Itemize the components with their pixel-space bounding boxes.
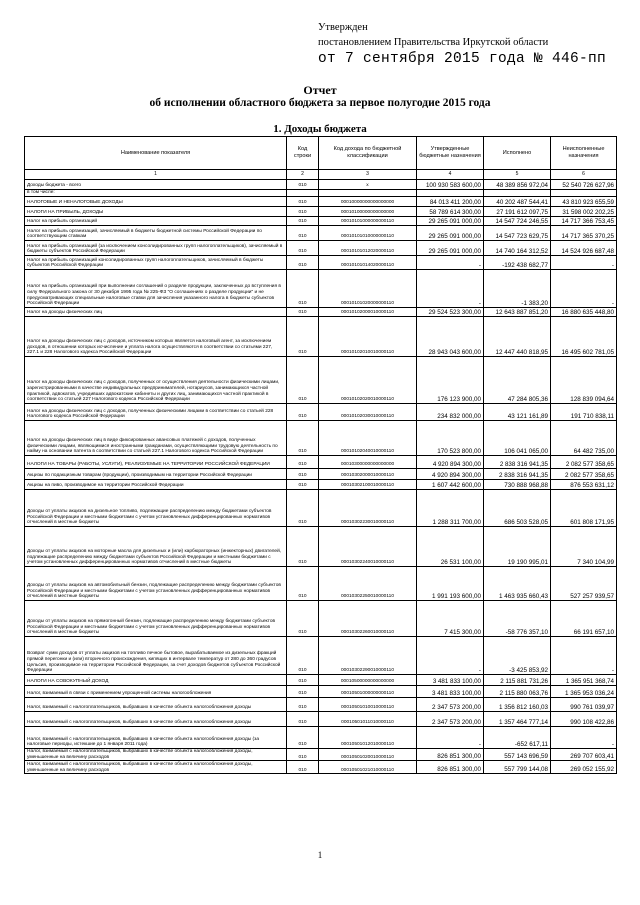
table-row: [25, 421, 617, 456]
row-approved-amount: 1 607 442 600,00: [417, 480, 484, 490]
row-income-code: 00010501010010000110: [319, 698, 417, 712]
row-income-code: 00010101014020000110: [319, 256, 417, 270]
row-name: Налог на доходы физических лиц с доходов, источником которых является налоговый агент, за исключением доходов, в отношении которых исчисление и уплата налога осуществляются в соответствии со статьями 227, 227.1 и 228 Налогового кодекса Российской Федерации: [25, 317, 287, 357]
row-name: Налог, взимаемый с налогоплательщиков, выбравших в качестве объекта налогообложения доходы: [25, 698, 287, 712]
row-income-code: 00010501020010000110: [319, 749, 417, 761]
row-name: Налог, взимаемый в связи с применением упрощенной системы налогообложения: [25, 686, 287, 698]
row-line-code: 010: [287, 637, 319, 675]
row-line-code: 010: [287, 567, 319, 601]
row-approved-amount: -: [417, 270, 484, 308]
approval-heading: Утвержден: [318, 22, 368, 33]
row-unexecuted-amount: 191 710 838,11: [551, 404, 617, 421]
row-unexecuted-amount: 269 707 603,41: [551, 749, 617, 761]
row-line-code: 010: [287, 527, 319, 567]
row-executed-amount: 48 389 856 972,04: [484, 180, 551, 190]
row-approved-amount: 29 265 091 000,00: [417, 226, 484, 241]
page-number: 1: [317, 850, 323, 860]
row-name: Налог на прибыль организаций консолидированных групп налогоплательщиков, зачисляемый в бюджеты субъектов Российской Федерации: [25, 256, 287, 270]
row-executed-amount: 19 190 995,01: [484, 527, 551, 567]
row-unexecuted-amount: [551, 190, 617, 197]
row-line-code: 010: [287, 357, 319, 404]
row-executed-amount: 14 547 723 629,75: [484, 226, 551, 241]
row-income-code: 00010302250010000110: [319, 567, 417, 601]
row-approved-amount: 2 347 573 200,00: [417, 698, 484, 712]
row-approved-amount: 826 851 300,00: [417, 761, 484, 774]
row-unexecuted-amount: 14 717 366 753,45: [551, 217, 617, 226]
row-approved-amount: 3 481 833 100,00: [417, 686, 484, 698]
table-row: [25, 256, 617, 270]
row-income-code: 00010102010010000110: [319, 317, 417, 357]
row-executed-amount: 1 357 464 777,14: [484, 712, 551, 727]
row-name: Возврат сумм доходов от уплаты акцизов на топливо печное бытовое, вырабатываемое из дизельных фракций прямой перегонки и (или) вторичного происхождения, кипящих в интервале температур от 280 до 360 градусов Цельсия, производимое на территории Российской Федерации, за счет доходов бюджетов субъектов Российской Федерации: [25, 637, 287, 675]
table-row: [25, 190, 617, 197]
row-name: НАЛОГИ НА СОВОКУПНЫЙ ДОХОД: [25, 675, 287, 686]
row-approved-amount: -: [417, 256, 484, 270]
table-row: [25, 637, 617, 675]
row-line-code: 010: [287, 712, 319, 727]
row-income-code: 00010501021010000110: [319, 761, 417, 774]
row-unexecuted-amount: 14 524 926 687,48: [551, 241, 617, 256]
row-line-code: 010: [287, 421, 319, 456]
table-row: [25, 317, 617, 357]
row-approved-amount: 100 930 583 600,00: [417, 180, 484, 190]
row-income-code: 00010101012020000110: [319, 241, 417, 256]
row-income-code: 00010102030010000110: [319, 404, 417, 421]
row-income-code: 00010102040010000110: [319, 421, 417, 456]
table-header-row: [25, 137, 617, 170]
table-row: [25, 749, 617, 761]
table-row: [25, 357, 617, 404]
table-row: [25, 456, 617, 469]
row-unexecuted-amount: 7 340 104,99: [551, 527, 617, 567]
row-unexecuted-amount: 64 482 735,00: [551, 421, 617, 456]
table-row: [25, 490, 617, 527]
row-line-code: 010: [287, 675, 319, 686]
row-line-code: 010: [287, 601, 319, 637]
row-name: Налог, взимаемый с налогоплательщиков, выбравших в качестве объекта налогообложения доходы (за налоговые периоды, истекшие до 1 января 2011 года): [25, 727, 287, 749]
row-line-code: 010: [287, 317, 319, 357]
row-name: Акцизы на пиво, производимое на территории Российской Федерации: [25, 480, 287, 490]
row-income-code: 00010501011010000110: [319, 712, 417, 727]
row-approved-amount: 1 991 193 600,00: [417, 567, 484, 601]
table-row: [25, 567, 617, 601]
row-executed-amount: 1 463 935 660,43: [484, 567, 551, 601]
row-executed-amount: 2 115 881 731,26: [484, 675, 551, 686]
row-unexecuted-amount: 16 880 635 448,80: [551, 308, 617, 317]
row-unexecuted-amount: 128 839 094,64: [551, 357, 617, 404]
row-name: Доходы от уплаты акцизов на моторные масла для дизельных и (или) карбюраторных (инжекторных) двигателей, подлежащие распределению между бюджетами субъектов Российской Федерации и местными бюджетами с учетом установленных дифференцированных нормативов отчислений в местные бюджеты: [25, 527, 287, 567]
table-row: [25, 270, 617, 308]
header-approved: Утвержденные бюджетные назначения: [417, 137, 484, 170]
row-income-code: 00010500000000000000: [319, 675, 417, 686]
row-line-code: 010: [287, 686, 319, 698]
row-executed-amount: -192 438 682,77: [484, 256, 551, 270]
row-line-code: 010: [287, 469, 319, 480]
row-income-code: 00010302000010000110: [319, 469, 417, 480]
row-name: Налог на прибыль организаций: [25, 217, 287, 226]
row-approved-amount: 2 347 573 200,00: [417, 712, 484, 727]
row-approved-amount: 7 415 300,00: [417, 601, 484, 637]
table-row: [25, 241, 617, 256]
row-unexecuted-amount: 66 191 657,10: [551, 601, 617, 637]
table-row: [25, 404, 617, 421]
row-income-code: 00010102000010000110: [319, 308, 417, 317]
row-income-code: x: [319, 180, 417, 190]
row-approved-amount: 26 531 100,00: [417, 527, 484, 567]
row-income-code: 00010300000000000000: [319, 456, 417, 469]
row-line-code: [287, 190, 319, 197]
row-executed-amount: 47 284 805,36: [484, 357, 551, 404]
row-approved-amount: 29 265 091 000,00: [417, 217, 484, 226]
row-approved-amount: 4 920 894 300,00: [417, 469, 484, 480]
row-line-code: 010: [287, 404, 319, 421]
row-approved-amount: 28 943 043 600,00: [417, 317, 484, 357]
row-name: Акцизы по подакцизным товарам (продукции), производимым на территории Российской Федерации: [25, 469, 287, 480]
row-line-code: 010: [287, 456, 319, 469]
column-index: 4: [417, 170, 484, 180]
row-income-code: 00010501000000000110: [319, 686, 417, 698]
table-row: [25, 601, 617, 637]
table-row: [25, 197, 617, 207]
row-approved-amount: -: [417, 637, 484, 675]
approval-authority: постановлением Правительства Иркутской области: [318, 37, 549, 48]
row-unexecuted-amount: 14 717 365 370,25: [551, 226, 617, 241]
row-line-code: 010: [287, 727, 319, 749]
row-approved-amount: 4 920 894 300,00: [417, 456, 484, 469]
row-name: Налог на доходы физических лиц: [25, 308, 287, 317]
column-index: 3: [319, 170, 417, 180]
row-executed-amount: 14 547 724 246,55: [484, 217, 551, 226]
row-executed-amount: 12 643 887 851,20: [484, 308, 551, 317]
row-name: Доходы от уплаты акцизов на дизельное топливо, подлежащие распределению между бюджетами субъектов Российской Федерации и местными бюджетами с учетом установленных дифференцированных нормативов отчислений в местные бюджеты: [25, 490, 287, 527]
report-subtitle: об исполнении областного бюджета за первое полугодие 2015 года: [149, 97, 491, 109]
header-executed: Исполнено: [484, 137, 551, 170]
row-name: Налог на доходы физических лиц в виде фиксированных авансовых платежей с доходов, полученных физическими лицами, являющимися иностранными гражданами, осуществляющими трудовую деятельность по найму на основании патента в соответствии со статьей 227.1 Налогового кодекса Российской Федерации: [25, 421, 287, 456]
row-unexecuted-amount: 43 810 923 655,59: [551, 197, 617, 207]
row-name: НАЛОГИ НА ТОВАРЫ (РАБОТЫ, УСЛУГИ), РЕАЛИЗУЕМЫЕ НА ТЕРРИТОРИИ РОССИЙСКОЙ ФЕДЕРАЦИИ: [25, 456, 287, 469]
row-line-code: 010: [287, 226, 319, 241]
row-executed-amount: 557 799 144,08: [484, 761, 551, 774]
row-name: Налог, взимаемый с налогоплательщиков, выбравших в качестве объекта налогообложения доходы: [25, 712, 287, 727]
row-executed-amount: 1 356 812 160,03: [484, 698, 551, 712]
row-line-code: 010: [287, 480, 319, 490]
row-executed-amount: -652 617,11: [484, 727, 551, 749]
row-name: Налог на прибыль организаций, зачисляемый в бюджеты бюджетной системы Российской Федерации по соответствующим ставкам: [25, 226, 287, 241]
row-income-code: 00010100000000000000: [319, 207, 417, 217]
row-unexecuted-amount: -: [551, 270, 617, 308]
row-executed-amount: 27 191 612 097,75: [484, 207, 551, 217]
row-approved-amount: 170 523 800,00: [417, 421, 484, 456]
row-line-code: 010: [287, 490, 319, 527]
row-unexecuted-amount: 2 082 577 358,65: [551, 469, 617, 480]
row-approved-amount: 84 013 411 200,00: [417, 197, 484, 207]
table-row: [25, 727, 617, 749]
table-row: [25, 480, 617, 490]
row-approved-amount: 58 789 614 300,00: [417, 207, 484, 217]
row-executed-amount: 40 202 487 544,41: [484, 197, 551, 207]
header-income-code: Код дохода по бюджетной классификации: [319, 137, 417, 170]
row-line-code: 010: [287, 270, 319, 308]
row-executed-amount: 106 041 065,00: [484, 421, 551, 456]
row-unexecuted-amount: -: [551, 637, 617, 675]
row-line-code: 010: [287, 207, 319, 217]
row-name: НАЛОГИ НА ПРИБЫЛЬ, ДОХОДЫ: [25, 207, 287, 217]
row-name: Налог на прибыль организаций при выполнении соглашений о разделе продукции, заключенных до вступления в силу Федерального закона от 30 декабря 1995 года № 225-ФЗ "О соглашениях о разделе продукции" и не предусматривающих специальные налоговые ставки для зачисления указанного налога в бюджеты субъектов Российской Федерации: [25, 270, 287, 308]
row-unexecuted-amount: 876 553 631,12: [551, 480, 617, 490]
row-line-code: 010: [287, 217, 319, 226]
row-line-code: 010: [287, 256, 319, 270]
table-row: [25, 527, 617, 567]
row-unexecuted-amount: 52 540 726 627,96: [551, 180, 617, 190]
row-income-code: 00010101000000000110: [319, 217, 417, 226]
row-name: Налог на доходы физических лиц с доходов, полученных от осуществления деятельности физическими лицами, зарегистрированными в качестве индивидуальных предпринимателей, нотариусов, занимающихся частной практикой, адвокатов, учредивших адвокатские кабинеты и других лиц, занимающихся частной практикой в соответствии со статьей 227 Налогового кодекса Российской Федерации: [25, 357, 287, 404]
row-unexecuted-amount: 527 257 939,57: [551, 567, 617, 601]
table-row: [25, 207, 617, 217]
row-executed-amount: 43 121 161,89: [484, 404, 551, 421]
row-approved-amount: 1 288 311 700,00: [417, 490, 484, 527]
row-approved-amount: 826 851 300,00: [417, 749, 484, 761]
row-income-code: 00010302260010000110: [319, 601, 417, 637]
row-name: НАЛОГОВЫЕ И НЕНАЛОГОВЫЕ ДОХОДЫ: [25, 197, 287, 207]
row-executed-amount: 12 447 440 818,95: [484, 317, 551, 357]
header-indicator-name: Наименование показателя: [25, 137, 287, 170]
row-income-code: [319, 190, 417, 197]
row-income-code: 00010102020010000110: [319, 357, 417, 404]
row-unexecuted-amount: 269 052 155,92: [551, 761, 617, 774]
row-name: Налог на прибыль организаций (за исключением консолидированных групп налогоплательщиков), зачисляемый в бюджеты субъектов Российской Федерации: [25, 241, 287, 256]
row-unexecuted-amount: 601 808 171,95: [551, 490, 617, 527]
row-approved-amount: -: [417, 727, 484, 749]
row-unexecuted-amount: 990 108 422,86: [551, 712, 617, 727]
table-row: [25, 308, 617, 317]
row-approved-amount: 3 481 833 100,00: [417, 675, 484, 686]
row-approved-amount: 234 832 000,00: [417, 404, 484, 421]
table-row: [25, 698, 617, 712]
row-name: Доходы бюджета - всего: [25, 180, 287, 190]
row-unexecuted-amount: 1 365 953 036,24: [551, 686, 617, 698]
row-income-code: 00010000000000000000: [319, 197, 417, 207]
approval-block: [318, 20, 628, 69]
row-approved-amount: 176 123 900,00: [417, 357, 484, 404]
row-executed-amount: 2 838 316 941,35: [484, 456, 551, 469]
section-title: 1. Доходы бюджета: [273, 123, 367, 135]
row-line-code: 010: [287, 698, 319, 712]
row-income-code: 00010101010000000110: [319, 226, 417, 241]
row-line-code: 010: [287, 197, 319, 207]
row-income-code: 00010302290010000110: [319, 637, 417, 675]
table-row: [25, 675, 617, 686]
row-approved-amount: [417, 190, 484, 197]
row-name: Налог, взимаемый с налогоплательщиков, выбравших в качестве объекта налогообложения доходы, уменьшенные на величину расходов: [25, 749, 287, 761]
column-index: 1: [25, 170, 287, 180]
row-unexecuted-amount: 31 598 002 202,25: [551, 207, 617, 217]
row-executed-amount: -58 776 357,10: [484, 601, 551, 637]
row-income-code: 00010501012010000110: [319, 727, 417, 749]
row-unexecuted-amount: 2 082 577 358,65: [551, 456, 617, 469]
row-name: Доходы от уплаты акцизов на автомобильный бензин, подлежащие распределению между бюджетами субъектов Российской Федерации и местными бюджетами с учетом установленных дифференцированных нормативов отчислений в местные бюджеты: [25, 567, 287, 601]
decree-date: от 7 сентября 2015 года № 446-пп: [318, 51, 607, 67]
row-unexecuted-amount: 990 761 039,97: [551, 698, 617, 712]
row-executed-amount: 2 115 880 063,76: [484, 686, 551, 698]
header-unexecuted: Неисполненные назначения: [551, 137, 617, 170]
table-row: [25, 180, 617, 190]
table-row: [25, 217, 617, 226]
row-executed-amount: [484, 190, 551, 197]
table-body: [25, 180, 617, 774]
header-line-code: Код строки: [287, 137, 319, 170]
row-name: Доходы от уплаты акцизов на прямогонный бензин, подлежащие распределению между бюджетами субъектов Российской Федерации и местными бюджетами с учетом установленных дифференцированных нормативов отчислений в местные бюджеты: [25, 601, 287, 637]
row-unexecuted-amount: -: [551, 727, 617, 749]
row-approved-amount: 29 265 091 000,00: [417, 241, 484, 256]
row-unexecuted-amount: 16 495 602 781,05: [551, 317, 617, 357]
table-row: [25, 226, 617, 241]
row-unexecuted-amount: -: [551, 256, 617, 270]
row-executed-amount: 730 888 968,88: [484, 480, 551, 490]
row-executed-amount: -3 425 853,92: [484, 637, 551, 675]
row-name: в том числе:: [25, 190, 287, 197]
row-line-code: 010: [287, 241, 319, 256]
table-row: [25, 712, 617, 727]
row-name: Налог, взимаемый с налогоплательщиков, выбравших в качестве объекта налогообложения доходы, уменьшенные на величину расходов: [25, 761, 287, 774]
column-index: 2: [287, 170, 319, 180]
row-income-code: 00010302100010000110: [319, 480, 417, 490]
column-index: 6: [551, 170, 617, 180]
revenue-table: [24, 136, 617, 774]
row-executed-amount: -1 383,20: [484, 270, 551, 308]
row-name: Налог на доходы физических лиц с доходов, полученных физическими лицами в соответствии со статьей 228 Налогового кодекса Российской Федерации: [25, 404, 287, 421]
row-income-code: 00010302240010000110: [319, 527, 417, 567]
row-income-code: 00010302230010000110: [319, 490, 417, 527]
report-title: Отчет: [303, 83, 337, 97]
table-row: [25, 686, 617, 698]
row-executed-amount: 14 740 164 312,52: [484, 241, 551, 256]
row-line-code: 010: [287, 308, 319, 317]
column-index: 5: [484, 170, 551, 180]
row-line-code: 010: [287, 761, 319, 774]
column-index-row: [25, 170, 617, 180]
row-unexecuted-amount: 1 365 951 368,74: [551, 675, 617, 686]
row-line-code: 010: [287, 749, 319, 761]
row-executed-amount: 2 838 316 941,35: [484, 469, 551, 480]
row-executed-amount: 557 143 696,59: [484, 749, 551, 761]
row-line-code: 010: [287, 180, 319, 190]
row-executed-amount: 686 503 528,05: [484, 490, 551, 527]
table-row: [25, 469, 617, 480]
row-income-code: 00010101020000000110: [319, 270, 417, 308]
row-approved-amount: 29 524 523 300,00: [417, 308, 484, 317]
table-row: [25, 761, 617, 774]
